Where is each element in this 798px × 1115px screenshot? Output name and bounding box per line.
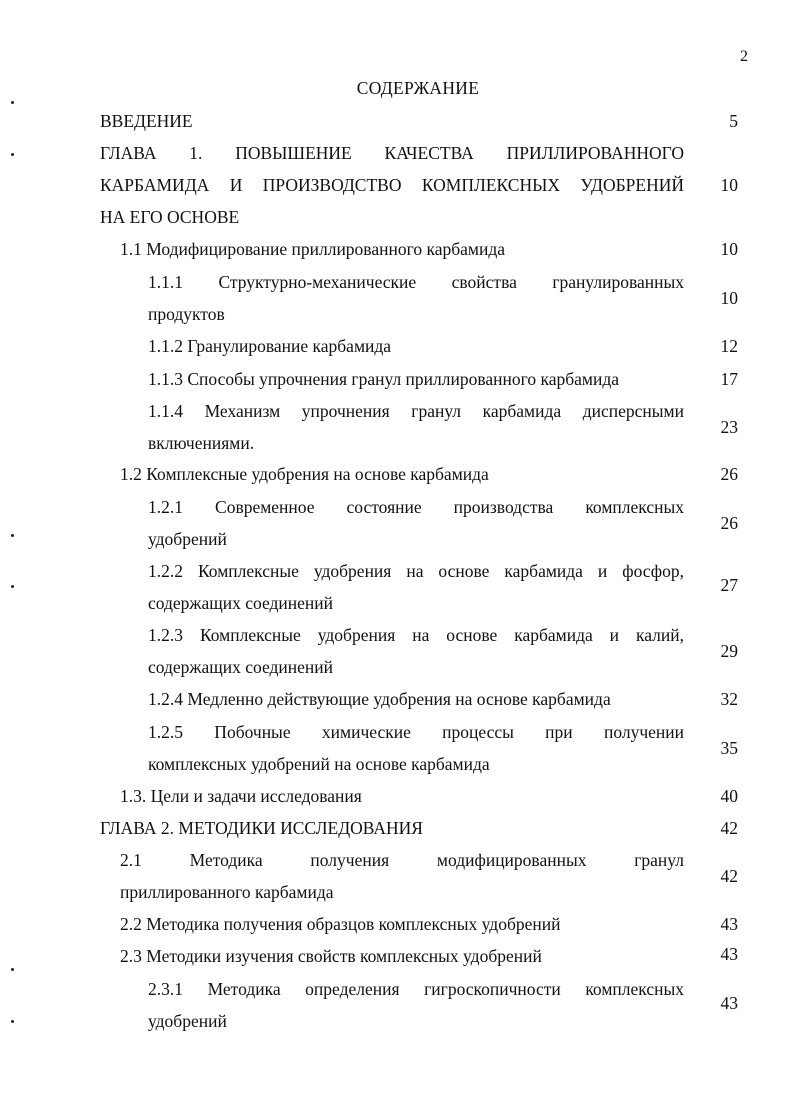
toc-entry [0, 491, 798, 556]
toc-entry-text: 1.3. Цели и задачи исследования [120, 786, 362, 806]
toc-entry-page: 40 [720, 786, 738, 806]
toc-entry-page: 10 [720, 239, 738, 259]
toc-entry [0, 908, 798, 941]
toc-entry-text-line: 1.1.1 Структурно-механические свойства гранулированных [148, 272, 684, 292]
toc-entry-text-line: 1.2.1 Современное состояние производства комплексных [148, 497, 684, 517]
scan-mark [11, 534, 14, 537]
toc-entry-text: 1.2 Комплексные удобрения на основе карбамида [120, 464, 489, 484]
toc-entry-text-line: удобрений [148, 1011, 227, 1031]
scan-mark [11, 101, 14, 104]
toc-entry [0, 780, 798, 813]
toc-entry [0, 266, 798, 331]
toc-entry-text-line: 1.2.5 Побочные химические процессы при получении [148, 722, 684, 742]
toc-entry-text-line: КАРБАМИДА И ПРОИЗВОДСТВО КОМПЛЕКСНЫХ УДОБРЕНИЙ [100, 175, 684, 195]
toc-entry-page: 35 [720, 738, 738, 758]
toc-entry-text-line: ГЛАВА 1. ПОВЫШЕНИЕ КАЧЕСТВА ПРИЛЛИРОВАННОГО [100, 143, 684, 163]
toc-entry-page: 32 [720, 689, 738, 709]
toc-entry [0, 395, 798, 460]
toc-entry-text-line: комплексных удобрений на основе карбамида [148, 754, 490, 774]
toc-entry [0, 137, 798, 235]
toc-entry [0, 555, 798, 620]
toc-entry-page: 12 [720, 336, 738, 356]
toc-entry [0, 105, 798, 138]
toc-entry-page: 26 [720, 464, 738, 484]
toc-entry [0, 330, 798, 363]
toc-entry-text: 1.2.4 Медленно действующие удобрения на основе карбамида [148, 689, 611, 709]
toc-entry [0, 619, 798, 684]
toc-entry-text-line: 2.1 Методика получения модифицированных гранул [120, 850, 684, 870]
toc-entry-page: 43 [720, 914, 738, 934]
toc-entry-page: 10 [720, 288, 738, 308]
toc-entry-text-line: содержащих соединений [148, 657, 334, 677]
toc-entry-text: 1.1.3 Способы упрочнения гранул приллированного карбамида [148, 369, 620, 389]
toc-entry-page: 5 [729, 111, 738, 131]
scan-mark [11, 968, 14, 971]
scan-mark [11, 153, 14, 156]
toc-entry-text: 2.2 Методика получения образцов комплексных удобрений [120, 914, 561, 934]
toc-entry-text-line: 1.2.3 Комплексные удобрения на основе карбамида и калий, [148, 625, 684, 645]
toc-entry [0, 940, 798, 973]
toc-entry [0, 458, 798, 491]
toc-entry-text-line: удобрений [148, 529, 227, 549]
toc-entry-text: 2.3 Методики изучения свойств комплексных удобрений [120, 946, 542, 966]
toc-entry-text-line: включениями. [148, 433, 255, 453]
toc-entry-page: 10 [720, 175, 738, 195]
toc-entry-page: 17 [720, 369, 738, 389]
toc-entry-page: 23 [720, 417, 738, 437]
toc-entry [0, 844, 798, 909]
toc-entry-text-line: 2.3.1 Методика определения гигроскопичности комплексных [148, 979, 684, 999]
toc-entry-page: 42 [720, 818, 738, 838]
toc-entry-text-line: 1.2.2 Комплексные удобрения на основе карбамида и фосфор, [148, 561, 684, 581]
toc-entry [0, 683, 798, 716]
toc-entry [0, 233, 798, 266]
page-number: 2 [740, 48, 748, 65]
scan-mark [11, 585, 14, 588]
toc-entry-page: 29 [720, 641, 738, 661]
toc-entry [0, 363, 798, 396]
toc-entry [0, 716, 798, 781]
toc-entry-text-line: приллированного карбамида [120, 882, 334, 902]
toc-title: СОДЕРЖАНИЕ [356, 78, 480, 98]
scan-mark [11, 1020, 14, 1023]
toc-entry-page: 43 [720, 944, 738, 964]
toc-entry-text-line: продуктов [148, 304, 225, 324]
toc-entry-text-line: НА ЕГО ОСНОВЕ [100, 207, 240, 227]
toc-entry [0, 812, 798, 845]
toc-entry-page: 42 [720, 866, 738, 886]
toc-entry-page: 43 [720, 993, 738, 1013]
toc-entry-page: 26 [720, 513, 738, 533]
toc-entry-page: 27 [720, 575, 738, 595]
toc-entry [0, 973, 798, 1038]
toc-entry-text-line: содержащих соединений [148, 593, 334, 613]
toc-entry-text: ВВЕДЕНИЕ [100, 111, 193, 131]
toc-entry-text: 1.1.2 Гранулирование карбамида [148, 336, 392, 356]
toc-entry-text-line: 1.1.4 Механизм упрочнения гранул карбамида дисперсными [148, 401, 684, 421]
toc-entry-text: 1.1 Модифицирование приллированного карбамида [120, 239, 505, 259]
toc-entry-text: ГЛАВА 2. МЕТОДИКИ ИССЛЕДОВАНИЯ [100, 818, 423, 838]
